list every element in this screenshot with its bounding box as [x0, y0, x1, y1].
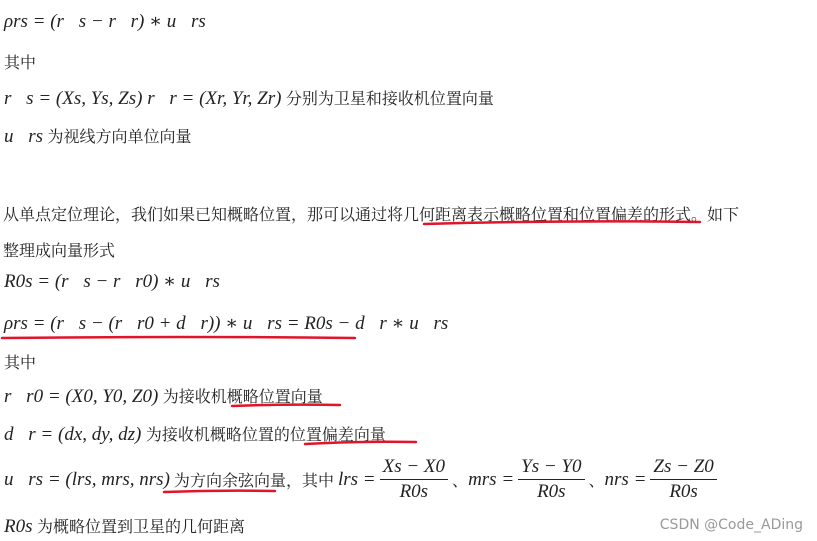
- equation-text: ρrs = (r⃗s − r⃗r) ∗ u⃗rs: [4, 11, 206, 32]
- equation-approx-range: R0s = (r⃗s − r⃗r0) ∗ u⃗rs: [4, 271, 220, 292]
- equation-desc: 为概略位置到卫星的几何距离: [36, 517, 245, 536]
- equation-desc: 为: [173, 471, 190, 490]
- equation-desc-underlined: 方向余弦向量: [189, 471, 286, 490]
- underline-stroke: [2, 337, 355, 338]
- fraction-denominator: R0s: [669, 481, 698, 502]
- para-underlined: 将几何距离表示概略位置和位置偏差: [387, 205, 644, 224]
- equation-los-vector: [4, 124, 192, 148]
- fraction-m: [518, 456, 584, 503]
- equation-desc: 为接收机概略位置的: [145, 425, 290, 444]
- equation-position-vectors: [4, 86, 494, 110]
- equation-desc: 分别为卫星和接收机位置向量: [285, 89, 494, 108]
- equation-n: nrs =: [604, 468, 647, 490]
- watermark: CSDN @Code_ADing: [659, 517, 803, 533]
- equation-math: r⃗r0 = (X0, Y0, Z0): [4, 386, 159, 407]
- equation-math: R0s: [4, 516, 33, 537]
- equation-direction-cosines: [4, 456, 721, 503]
- equation-math: u⃗rs: [4, 126, 44, 147]
- para-post: 的形式。如下: [643, 205, 740, 224]
- fraction-n: [650, 456, 716, 503]
- fraction-numerator: Xs − X0: [382, 456, 446, 477]
- equation-math: d⃗r = (dx, dy, dz): [4, 424, 142, 445]
- text-qizhong-1: 其中: [4, 53, 37, 72]
- fraction-numerator: Ys − Y0: [521, 456, 582, 477]
- equation-linearized-range: ρrs = (r⃗s − (r⃗r0 + d⃗r)) ∗ u⃗rs = R0s − d⃗r ∗ u⃗rs: [4, 313, 449, 334]
- equation-approx-position: [4, 384, 323, 408]
- fraction-l: [380, 456, 448, 503]
- equation-l: lrs =: [337, 468, 376, 490]
- paragraph-line-1: [3, 202, 739, 225]
- text-qizhong-2: 其中: [4, 353, 37, 372]
- equation-m: mrs =: [468, 468, 515, 490]
- fraction-denominator: R0s: [399, 481, 429, 502]
- fraction-numerator: Zs − Z0: [653, 456, 714, 477]
- paragraph-line-2: 整理成向量形式: [3, 241, 116, 260]
- fraction-denominator: R0s: [537, 481, 566, 502]
- equation-math: u⃗rs = (lrs, mrs, nrs): [4, 468, 170, 490]
- equation-position-error: [4, 422, 386, 446]
- equation-desc-underlined: 位置偏差向量: [289, 425, 386, 444]
- equation-desc: ，其中: [285, 471, 334, 490]
- separator: 、: [452, 471, 469, 490]
- equation-desc: 为接收机: [162, 387, 227, 406]
- equation-desc-underlined: 概略位置向量: [226, 387, 323, 406]
- equation-pseudorange: [4, 10, 206, 33]
- equation-desc: 为视线方向单位向量: [47, 127, 192, 146]
- para-pre: 从单点定位理论，我们如果已知概略位置，那可以通过: [3, 205, 388, 224]
- equation-math: r⃗s = (Xs, Ys, Zs) r⃗r = (Xr, Yr, Zr): [4, 88, 282, 109]
- equation-geometric-distance: [4, 514, 245, 538]
- separator: 、: [588, 471, 605, 490]
